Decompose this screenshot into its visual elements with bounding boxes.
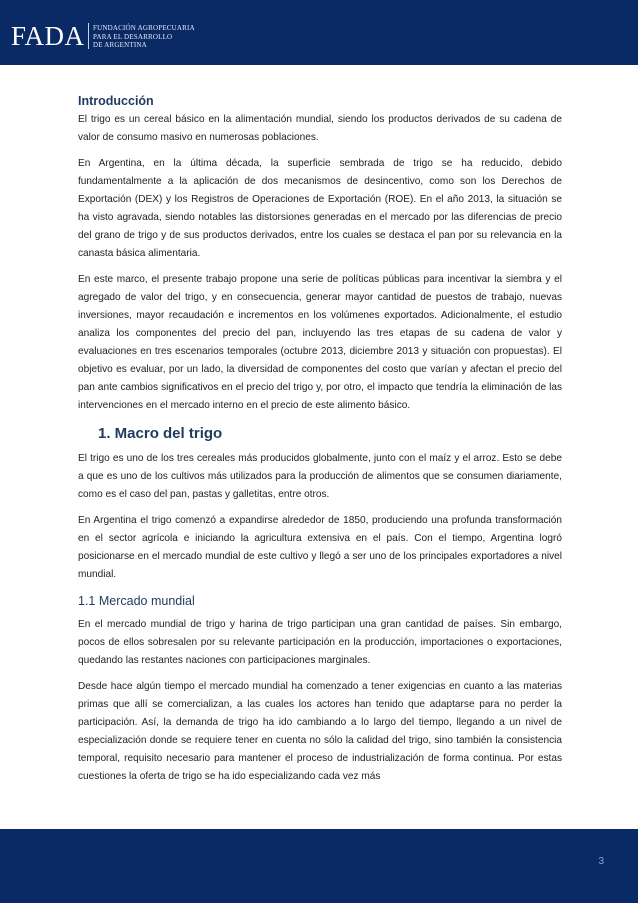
logo-divider — [88, 23, 89, 49]
organization-name — [93, 24, 195, 50]
document-body — [78, 92, 562, 794]
header-bar — [0, 0, 638, 65]
footer-bar — [0, 829, 638, 903]
fada-logo: FADA — [11, 21, 85, 51]
intro-paragraph-2: En Argentina, en la última década, la superficie sembrada de trigo se ha reducido, debido fundamentalmente a la aplicación de dos mecanismos de desincentivo, como son los Derechos de Exportación (DEX) y los Registros de Operaciones de Exportación (ROE). En el año 2013, la situación se ha visto agravada, siendo notables las distorsiones generadas en el mercado por las diferencias de precio del grano de trigo y de sus productos derivados, entre los cuales se destaca el pan por su relevancia en la canasta básica alimentaria. — [78, 158, 562, 259]
chapter-1-paragraph-1: El trigo es uno de los tres cereales más producidos globalmente, junto con el maíz y el arroz. Esto se debe a que es uno de los cultivos más utilizados para la producción de alimentos que se consumen diariamente, como es el caso del pan, pastas y galletitas, entre otros. — [78, 453, 562, 500]
section-1-1-paragraph-2: Desde hace algún tiempo el mercado mundial ha comenzado a tener exigencias en cuanto a las materias primas que allí se comercializan, a las cuales los actores han tenido que adaptarse para no perder la participación. Así, la demanda de trigo ha ido cambiando a lo largo del tiempo, llegando a un nivel de especialización donde se requiere tener en cuenta no sólo la calidad del trigo, sino también la consistencia temporal, requisito necesario para mantener el proceso de industrialización de forma continua. Por estas cuestiones la oferta de trigo se ha ido especializando cada vez más — [78, 681, 562, 782]
organization-name-line: DE ARGENTINA — [93, 41, 147, 49]
organization-name-line: FUNDACIÓN AGROPECUARIA — [93, 24, 195, 32]
chapter-1-paragraph-2: En Argentina el trigo comenzó a expandirse alrededor de 1850, produciendo una profunda transformación en el sector agrícola e iniciando la agricultura extensiva en el país. Con el tiempo, Argentina logró posicionarse en el mercado mundial de este cultivo y llegó a ser uno de los principales exportadores a nivel mundial. — [78, 515, 562, 580]
intro-paragraph-3: En este marco, el presente trabajo propone una serie de políticas públicas para incentivar la siembra y el agregado de valor del trigo, y en consecuencia, generar mayor cantidad de puestos de trabajo, nuevas inversiones, mayor recaudación e incrementos en los volúmenes exportados. Adicionalmente, el estudio analiza los componentes del precio del pan, incluyendo las tres etapas de su cadena de valor y evaluaciones en tres escenarios temporales (octubre 2013, diciembre 2013 y situación con propuestas). El objetivo es evaluar, por un lado, la diversidad de componentes del costo que varían y afectan el precio del pan ante cambios significativos en el precio del trigo y, por otro, el impacto que tendría la eliminación de las intervenciones en el mercado interno en el precio de este alimento básico. — [78, 274, 562, 411]
page-number: 3 — [598, 856, 604, 867]
section-1-1-paragraph-1: En el mercado mundial de trigo y harina de trigo participan una gran cantidad de países. Sin embargo, pocos de ellos sobresalen por su relevante participación en la producción, importaciones o exportaciones, quedando las restantes naciones con participaciones marginales. — [78, 619, 562, 666]
intro-heading: Introducción — [78, 94, 154, 108]
section-1-1-heading: 1.1 Mercado mundial — [78, 594, 195, 608]
intro-paragraph-1: El trigo es un cereal básico en la alimentación mundial, siendo los productos derivados de su cadena de valor de consumo masivo en numerosas poblaciones. — [78, 114, 562, 143]
chapter-1-heading: 1. Macro del trigo — [98, 425, 223, 442]
organization-name-line: PARA EL DESARROLLO — [93, 32, 173, 41]
